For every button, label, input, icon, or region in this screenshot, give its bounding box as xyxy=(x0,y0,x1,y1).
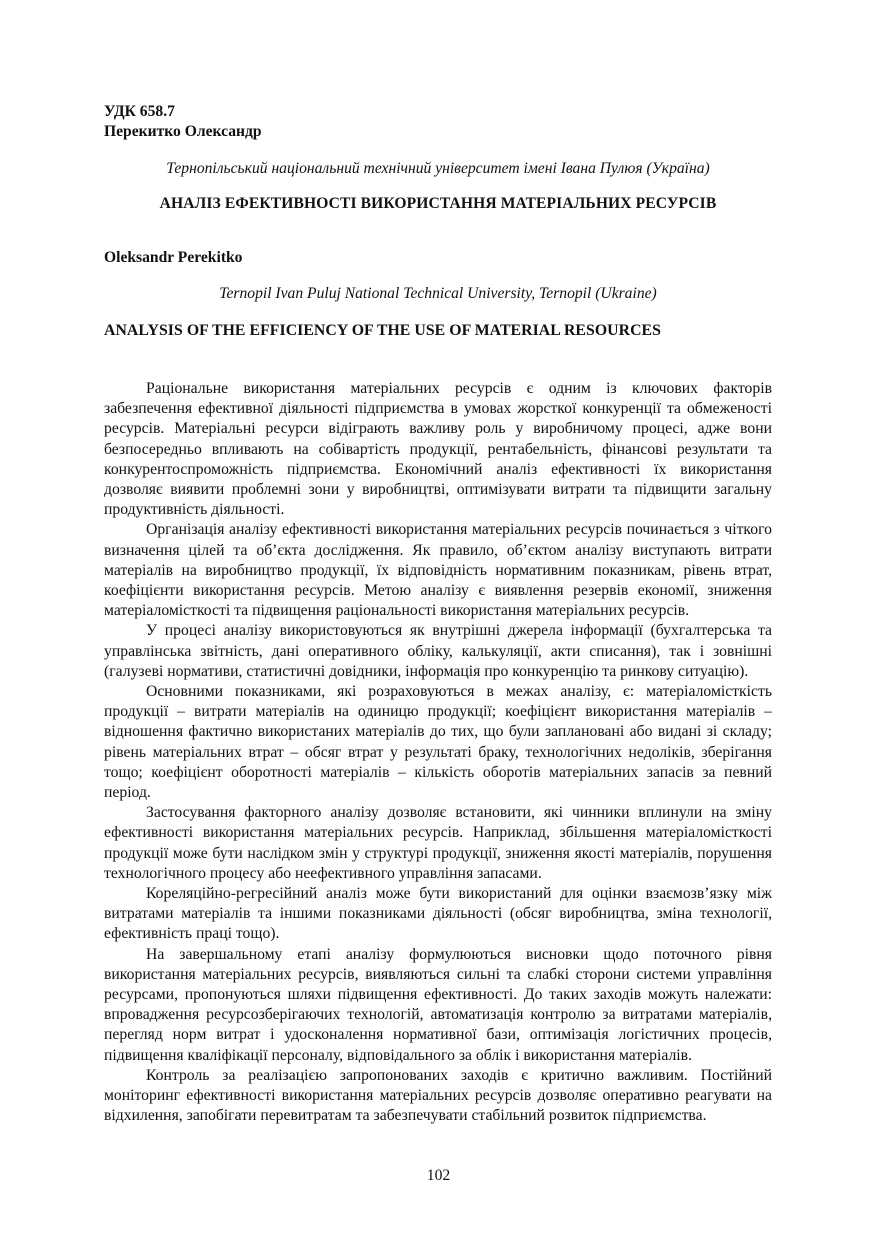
body-paragraph: На завершальному етапі аналізу формулюються висновки щодо поточного рівня використання матеріальних ресурсів, виявляються сильні та слабкі сторони системи управління ресурсами, пропонуються шляхи підвищення ефективності. До таких заходів можуть належати: впровадження ресурсозберігаючих технологій, автоматизація контролю за витратами матеріалів, перегляд норм витрат і удосконалення нормативної бази, оптимізація логістичних процесів, підвищення кваліфікації персоналу, відповідального за облік і використання матеріалів. xyxy=(104,945,772,1064)
body-paragraph: У процесі аналізу використовуються як внутрішні джерела інформації (бухгалтерська та управлінська звітність, дані оперативного обліку, калькуляції, акти списання), так і зовнішні (галузеві нормативи, статистичні довідники, інформація про конкуренцію та ринкову ситуацію). xyxy=(104,622,772,680)
affiliation-uk: Тернопільський національний технічний університет імені Івана Пулюя (Україна) xyxy=(166,159,710,177)
affiliation-en: Ternopil Ivan Puluj National Technical University, Ternopil (Ukraine) xyxy=(219,285,657,303)
udc-code: УДК 658.7 xyxy=(104,103,175,120)
body-paragraph: Кореляційно-регресійний аналіз може бути використаний для оцінки взаємозв’язку між витратами матеріалів та іншими показниками діяльності (обсяг виробництва, зміна технології, ефективність праці тощо). xyxy=(104,885,772,943)
page-number: 102 xyxy=(426,1167,451,1184)
author-name-en: Oleksandr Perekitko xyxy=(104,248,243,266)
article-title-uk: АНАЛІЗ ЕФЕКТИВНОСТІ ВИКОРИСТАННЯ МАТЕРІАЛЬНИХ РЕСУРСІВ xyxy=(159,195,717,213)
spacer xyxy=(104,357,772,379)
paper-page xyxy=(104,102,772,1126)
body-paragraph: Раціональне використання матеріальних ресурсів є одним із ключових факторів забезпечення ефективної діяльності підприємства в умовах жорсткої конкуренції та обмеженості ресурсів. Матеріальні ресурси відіграють важливу роль у виробничому процесі, адже вони безпосередньо впливають на собівартість продукції, рентабельність, фінансові результати та конкурентоспроможність підприємства. Економічний аналіз ефективності їх використання дозволяє виявити проблемні зони у виробництві, оптимізувати витрати та підвищити загальну продуктивність діяльності. xyxy=(104,379,772,519)
article-body xyxy=(104,379,772,1127)
spacer xyxy=(104,230,772,248)
body-paragraph: Організація аналізу ефективності використання матеріальних ресурсів починається з чіткого визначення цілей та об’єкта дослідження. Як правило, об’єктом аналізу виступають витрати матеріалів на виробництво продукції, їх відповідність нормативним показникам, рівень втрат, коефіцієнти використання ресурсів. Метою аналізу є виявлення резервів економії, зниження матеріаломісткості та підвищення раціональності використання матеріальних ресурсів. xyxy=(104,521,772,620)
body-paragraph: Застосування факторного аналізу дозволяє встановити, які чинники вплинули на зміну ефективності використання матеріальних ресурсів. Наприклад, збільшення матеріаломісткості продукції може бути наслідком змін у структурі продукції, зниження якості матеріалів, порушення технологічного процесу або неефективного управління запасами. xyxy=(104,804,772,882)
article-title-en: ANALYSIS OF THE EFFICIENCY OF THE USE OF MATERIAL RESOURCES xyxy=(104,322,661,340)
body-paragraph: Контроль за реалізацією запропонованих заходів є критично важливим. Постійний моніторинг ефективності використання матеріальних ресурсів дозволяє оперативно реагувати на відхилення, запобігати перевитратам та забезпечувати стабільний розвиток підприємства. xyxy=(104,1066,772,1125)
body-paragraph: Основними показниками, які розраховуються в межах аналізу, є: матеріаломісткість продукції – витрати матеріалів на одиницю продукції; коефіцієнт використання матеріалів – відношення фактично використаних матеріалів до тих, що були заплановані або видані зі складу; рівень матеріальних втрат – обсяг втрат у результаті браку, технологічних недоліків, зберігання тощо; коефіцієнт оборотності матеріалів – кількість оборотів матеріальних запасів за певний період. xyxy=(104,683,772,802)
author-name-uk: Перекитко Олександр xyxy=(104,123,262,140)
